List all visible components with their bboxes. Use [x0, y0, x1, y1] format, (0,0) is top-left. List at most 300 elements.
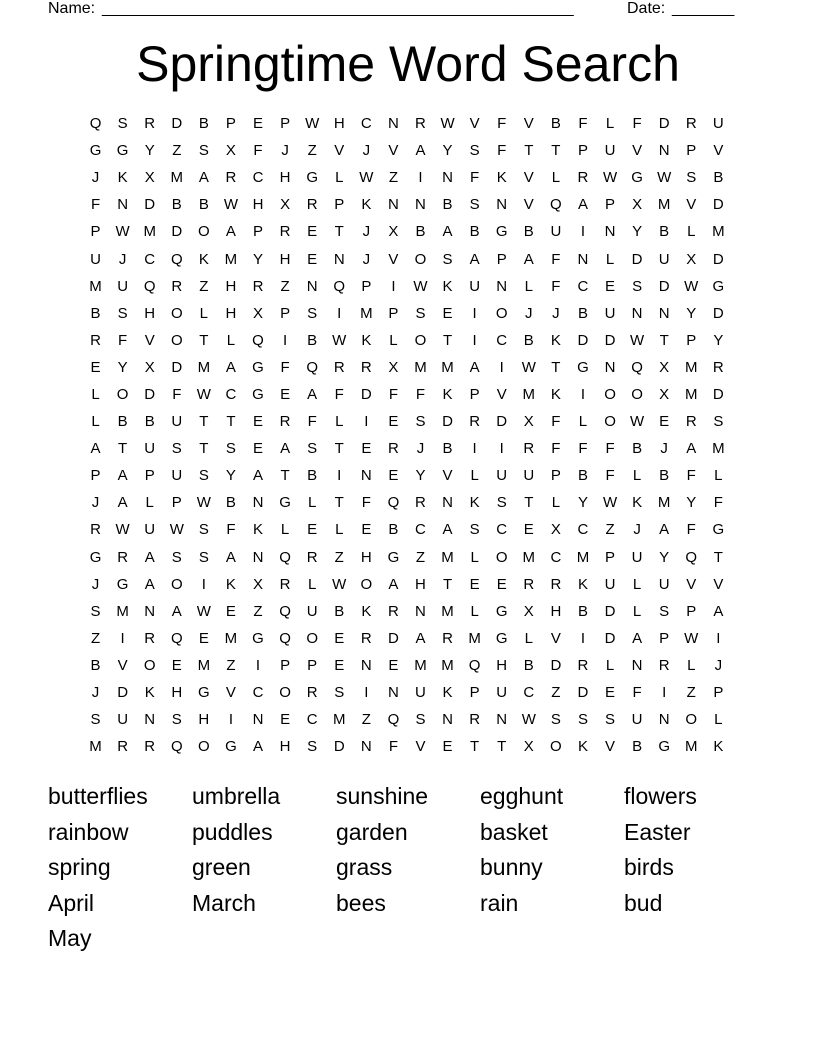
grid-cell[interactable]: L	[335, 413, 344, 431]
grid-cell[interactable]: P	[361, 277, 372, 295]
grid-cell[interactable]: A	[388, 575, 399, 593]
grid-cell[interactable]: G	[387, 548, 400, 566]
grid-cell[interactable]: D	[712, 304, 724, 322]
grid-cell[interactable]: E	[171, 656, 182, 674]
grid-cell[interactable]: A	[117, 494, 128, 512]
grid-cell[interactable]: W	[305, 115, 320, 133]
grid-cell[interactable]: E	[225, 602, 236, 620]
grid-cell[interactable]: A	[415, 629, 426, 647]
grid-cell[interactable]: K	[469, 494, 480, 512]
grid-cell[interactable]: L	[687, 223, 696, 241]
grid-cell[interactable]: T	[199, 413, 209, 431]
grid-cell[interactable]: C	[577, 277, 589, 295]
grid-cell[interactable]: V	[713, 575, 724, 593]
grid-cell[interactable]: T	[442, 575, 453, 593]
grid-cell[interactable]: W	[602, 169, 618, 187]
grid-cell[interactable]: X	[523, 602, 534, 620]
grid-cell[interactable]: W	[223, 196, 239, 214]
grid-cell[interactable]: V	[713, 142, 724, 160]
grid-cell[interactable]: R	[90, 521, 101, 539]
grid-cell[interactable]: J	[633, 521, 641, 539]
grid-cell[interactable]: M	[657, 494, 671, 512]
grid-cell[interactable]: Y	[117, 358, 128, 376]
grid-cell[interactable]: P	[686, 602, 697, 620]
grid-cell[interactable]: S	[605, 711, 616, 729]
grid-cell[interactable]: S	[469, 142, 480, 160]
grid-cell[interactable]: U	[604, 575, 616, 593]
grid-cell[interactable]: N	[387, 684, 399, 702]
grid-cell[interactable]: G	[252, 358, 264, 376]
grid-cell[interactable]: M	[170, 169, 184, 187]
grid-cell[interactable]: V	[388, 250, 399, 268]
grid-cell[interactable]: I	[364, 684, 369, 702]
grid-cell[interactable]: P	[659, 629, 670, 647]
grid-cell[interactable]: P	[605, 548, 616, 566]
grid-cell[interactable]: S	[686, 169, 697, 187]
grid-cell[interactable]: W	[630, 413, 645, 431]
grid-cell[interactable]: L	[524, 277, 533, 295]
grid-cell[interactable]: F	[632, 684, 642, 702]
grid-cell[interactable]: D	[658, 277, 670, 295]
grid-cell[interactable]: N	[144, 602, 156, 620]
grid-cell[interactable]: R	[415, 115, 426, 133]
grid-cell[interactable]: A	[415, 142, 426, 160]
grid-cell[interactable]: H	[171, 684, 183, 702]
grid-cell[interactable]: W	[115, 223, 130, 241]
grid-cell[interactable]: O	[604, 385, 616, 403]
grid-cell[interactable]: D	[360, 385, 372, 403]
grid-cell[interactable]: P	[225, 115, 236, 133]
grid-cell[interactable]: O	[414, 331, 427, 349]
grid-cell[interactable]: U	[631, 548, 643, 566]
grid-cell[interactable]: A	[225, 223, 236, 241]
grid-cell[interactable]: N	[360, 738, 372, 756]
grid-cell[interactable]: L	[605, 115, 615, 133]
grid-cell[interactable]: B	[577, 304, 588, 322]
grid-cell[interactable]: G	[89, 142, 102, 160]
grid-cell[interactable]: N	[604, 223, 616, 241]
grid-cell[interactable]: K	[713, 738, 724, 756]
grid-cell[interactable]: R	[712, 358, 724, 376]
grid-cell[interactable]: I	[337, 467, 342, 485]
grid-cell[interactable]: D	[171, 115, 183, 133]
grid-cell[interactable]: M	[685, 358, 698, 376]
grid-cell[interactable]: S	[415, 413, 426, 431]
grid-cell[interactable]: L	[714, 467, 723, 485]
grid-cell[interactable]: B	[469, 223, 480, 241]
grid-cell[interactable]: B	[577, 602, 588, 620]
grid-cell[interactable]: I	[255, 656, 261, 674]
grid-cell[interactable]: F	[686, 521, 696, 539]
grid-cell[interactable]: N	[252, 548, 264, 566]
grid-cell[interactable]: S	[334, 684, 345, 702]
grid-cell[interactable]: I	[662, 684, 667, 702]
grid-cell[interactable]: T	[524, 494, 534, 512]
grid-cell[interactable]: F	[497, 142, 507, 160]
grid-cell[interactable]: A	[253, 738, 264, 756]
grid-cell[interactable]: M	[441, 548, 454, 566]
grid-cell[interactable]: U	[144, 440, 156, 458]
grid-cell[interactable]: G	[631, 169, 643, 187]
grid-cell[interactable]: E	[253, 440, 264, 458]
grid-cell[interactable]: Q	[170, 250, 183, 268]
grid-cell[interactable]: J	[362, 142, 371, 160]
grid-cell[interactable]: E	[307, 223, 318, 241]
grid-cell[interactable]: A	[659, 521, 670, 539]
grid-cell[interactable]: R	[252, 277, 264, 295]
grid-cell[interactable]: R	[415, 494, 426, 512]
grid-cell[interactable]: Y	[442, 142, 453, 160]
grid-cell[interactable]: B	[442, 196, 453, 214]
grid-cell[interactable]: I	[120, 629, 125, 647]
grid-cell[interactable]: Y	[253, 250, 264, 268]
grid-cell[interactable]: T	[334, 494, 344, 512]
grid-cell[interactable]: A	[686, 440, 697, 458]
grid-cell[interactable]: J	[416, 440, 425, 458]
grid-cell[interactable]: H	[279, 250, 291, 268]
grid-cell[interactable]: M	[197, 358, 211, 376]
grid-cell[interactable]: D	[550, 656, 562, 674]
grid-cell[interactable]: E	[307, 250, 318, 268]
grid-cell[interactable]: M	[197, 656, 211, 674]
grid-cell[interactable]: L	[199, 304, 209, 322]
grid-cell[interactable]: K	[577, 575, 588, 593]
grid-cell[interactable]: T	[199, 440, 209, 458]
grid-cell[interactable]: U	[496, 684, 508, 702]
grid-cell[interactable]: O	[170, 575, 183, 593]
grid-cell[interactable]: V	[523, 115, 534, 133]
grid-cell[interactable]: F	[172, 385, 182, 403]
grid-cell[interactable]: U	[171, 413, 183, 431]
grid-cell[interactable]: J	[362, 250, 371, 268]
grid-cell[interactable]: M	[414, 358, 427, 376]
grid-cell[interactable]: S	[632, 277, 643, 295]
grid-cell[interactable]: E	[334, 656, 345, 674]
grid-cell[interactable]: F	[307, 413, 317, 431]
grid-cell[interactable]: R	[144, 629, 156, 647]
grid-cell[interactable]: M	[360, 304, 373, 322]
grid-cell[interactable]: O	[550, 738, 562, 756]
grid-cell[interactable]: B	[171, 196, 182, 214]
grid-cell[interactable]: D	[144, 196, 156, 214]
grid-cell[interactable]: D	[658, 115, 670, 133]
grid-cell[interactable]: R	[685, 115, 697, 133]
grid-cell[interactable]: N	[577, 250, 589, 268]
grid-cell[interactable]: F	[388, 738, 398, 756]
grid-cell[interactable]: Q	[631, 358, 643, 376]
grid-cell[interactable]: G	[225, 738, 237, 756]
grid-cell[interactable]: F	[551, 413, 561, 431]
grid-cell[interactable]: X	[523, 738, 534, 756]
grid-cell[interactable]: H	[360, 548, 372, 566]
grid-cell[interactable]: H	[415, 575, 426, 593]
grid-cell[interactable]: E	[334, 629, 345, 647]
grid-cell[interactable]: A	[171, 602, 182, 620]
grid-cell[interactable]: K	[550, 385, 561, 403]
grid-cell[interactable]: W	[440, 115, 455, 133]
grid-cell[interactable]: E	[605, 684, 616, 702]
grid-cell[interactable]: B	[523, 331, 534, 349]
grid-cell[interactable]: U	[144, 521, 156, 539]
grid-cell[interactable]: O	[414, 250, 427, 268]
grid-cell[interactable]: N	[496, 196, 508, 214]
grid-cell[interactable]: D	[171, 223, 183, 241]
grid-cell[interactable]: S	[198, 142, 209, 160]
grid-cell[interactable]: P	[496, 250, 507, 268]
grid-cell[interactable]: R	[360, 358, 372, 376]
grid-cell[interactable]: F	[605, 440, 615, 458]
grid-cell[interactable]: L	[687, 656, 696, 674]
grid-cell[interactable]: G	[306, 169, 318, 187]
grid-cell[interactable]: D	[117, 684, 129, 702]
grid-cell[interactable]: I	[580, 223, 586, 241]
grid-cell[interactable]: K	[577, 738, 588, 756]
grid-cell[interactable]: R	[550, 575, 562, 593]
grid-cell[interactable]: U	[469, 277, 481, 295]
grid-cell[interactable]: K	[361, 331, 372, 349]
grid-cell[interactable]: P	[686, 331, 697, 349]
grid-cell[interactable]: Q	[89, 115, 102, 133]
grid-cell[interactable]: B	[144, 413, 155, 431]
grid-cell[interactable]: Y	[686, 304, 697, 322]
grid-cell[interactable]: H	[279, 169, 291, 187]
grid-cell[interactable]: J	[91, 169, 100, 187]
grid-cell[interactable]: F	[551, 250, 561, 268]
grid-cell[interactable]: R	[225, 169, 237, 187]
grid-cell[interactable]: X	[388, 358, 399, 376]
grid-cell[interactable]: K	[253, 521, 264, 539]
grid-cell[interactable]: R	[90, 331, 101, 349]
grid-cell[interactable]: L	[307, 575, 317, 593]
grid-cell[interactable]: S	[415, 304, 426, 322]
grid-cell[interactable]: E	[253, 413, 264, 431]
grid-cell[interactable]: B	[307, 331, 318, 349]
grid-cell[interactable]: D	[144, 385, 156, 403]
grid-cell[interactable]: P	[550, 467, 561, 485]
grid-cell[interactable]: H	[550, 602, 562, 620]
grid-cell[interactable]: V	[496, 385, 507, 403]
grid-cell[interactable]: Z	[605, 521, 615, 539]
grid-cell[interactable]: K	[442, 277, 453, 295]
grid-cell[interactable]: S	[469, 196, 480, 214]
grid-cell[interactable]: K	[442, 385, 453, 403]
grid-cell[interactable]: G	[116, 575, 129, 593]
grid-cell[interactable]: M	[143, 223, 156, 241]
grid-cell[interactable]: V	[686, 575, 697, 593]
grid-cell[interactable]: E	[442, 304, 453, 322]
grid-cell[interactable]: I	[472, 331, 477, 349]
grid-cell[interactable]: W	[684, 277, 699, 295]
grid-cell[interactable]: O	[631, 385, 643, 403]
grid-cell[interactable]: D	[712, 385, 724, 403]
grid-cell[interactable]: S	[307, 738, 318, 756]
grid-cell[interactable]: U	[658, 250, 670, 268]
grid-cell[interactable]: B	[225, 494, 236, 512]
grid-cell[interactable]: A	[577, 196, 588, 214]
grid-cell[interactable]: C	[252, 169, 264, 187]
grid-cell[interactable]: D	[577, 684, 589, 702]
grid-cell[interactable]: B	[415, 223, 426, 241]
grid-cell[interactable]: A	[469, 358, 480, 376]
grid-cell[interactable]: I	[418, 169, 423, 187]
grid-cell[interactable]: E	[253, 115, 264, 133]
grid-cell[interactable]: H	[252, 196, 264, 214]
grid-cell[interactable]: U	[171, 467, 183, 485]
grid-cell[interactable]: H	[198, 711, 210, 729]
grid-cell[interactable]: S	[171, 711, 182, 729]
grid-cell[interactable]: R	[117, 738, 129, 756]
grid-cell[interactable]: U	[306, 602, 318, 620]
grid-cell[interactable]: T	[659, 331, 669, 349]
grid-cell[interactable]: A	[253, 467, 264, 485]
grid-cell[interactable]: V	[442, 467, 453, 485]
grid-cell[interactable]: Z	[172, 142, 182, 160]
grid-cell[interactable]: L	[470, 548, 479, 566]
grid-cell[interactable]: P	[280, 115, 291, 133]
grid-cell[interactable]: B	[550, 115, 561, 133]
grid-cell[interactable]: I	[283, 331, 288, 349]
grid-cell[interactable]: D	[604, 331, 616, 349]
grid-cell[interactable]: X	[632, 196, 643, 214]
grid-cell[interactable]: A	[442, 223, 453, 241]
grid-cell[interactable]: S	[225, 440, 236, 458]
grid-cell[interactable]: T	[524, 142, 534, 160]
grid-cell[interactable]: P	[577, 142, 588, 160]
grid-cell[interactable]: M	[224, 629, 238, 647]
grid-cell[interactable]: N	[604, 358, 616, 376]
grid-cell[interactable]: N	[360, 467, 372, 485]
grid-cell[interactable]: P	[469, 684, 480, 702]
grid-cell[interactable]: J	[281, 142, 289, 160]
grid-cell[interactable]: D	[604, 602, 616, 620]
grid-cell[interactable]: R	[577, 169, 589, 187]
grid-cell[interactable]: A	[632, 629, 643, 647]
grid-cell[interactable]: Q	[279, 629, 291, 647]
grid-cell[interactable]: X	[523, 413, 534, 431]
grid-cell[interactable]: B	[632, 440, 643, 458]
grid-cell[interactable]: F	[90, 196, 101, 214]
grid-cell[interactable]: P	[307, 656, 318, 674]
grid-cell[interactable]: L	[470, 602, 479, 620]
grid-cell[interactable]: R	[279, 223, 291, 241]
grid-cell[interactable]: P	[388, 304, 399, 322]
grid-cell[interactable]: V	[605, 738, 616, 756]
grid-cell[interactable]: Q	[550, 196, 562, 214]
grid-cell[interactable]: Z	[90, 629, 101, 647]
grid-cell[interactable]: W	[521, 358, 536, 376]
grid-cell[interactable]: M	[89, 277, 102, 295]
grid-cell[interactable]: P	[90, 223, 101, 241]
grid-cell[interactable]: F	[551, 277, 561, 295]
grid-cell[interactable]: S	[171, 548, 182, 566]
grid-cell[interactable]: A	[469, 250, 480, 268]
grid-cell[interactable]: H	[144, 304, 156, 322]
grid-cell[interactable]: S	[90, 602, 101, 620]
grid-cell[interactable]: L	[551, 169, 561, 187]
grid-cell[interactable]: W	[630, 331, 645, 349]
grid-cell[interactable]: L	[307, 494, 317, 512]
grid-cell[interactable]: G	[89, 548, 102, 566]
grid-cell[interactable]: K	[550, 331, 561, 349]
grid-cell[interactable]: L	[632, 602, 642, 620]
grid-cell[interactable]: G	[658, 738, 671, 756]
grid-cell[interactable]: B	[659, 223, 670, 241]
grid-cell[interactable]: Q	[170, 738, 183, 756]
grid-cell[interactable]: L	[551, 494, 561, 512]
grid-cell[interactable]: N	[658, 142, 670, 160]
grid-cell[interactable]: O	[279, 684, 291, 702]
grid-cell[interactable]: L	[335, 521, 344, 539]
grid-cell[interactable]: T	[226, 413, 236, 431]
grid-cell[interactable]: M	[522, 385, 536, 403]
grid-cell[interactable]: B	[577, 467, 588, 485]
grid-cell[interactable]: B	[523, 223, 534, 241]
grid-cell[interactable]: S	[469, 521, 480, 539]
grid-cell[interactable]: I	[716, 629, 721, 647]
grid-cell[interactable]: J	[714, 656, 723, 674]
grid-cell[interactable]: R	[279, 413, 291, 431]
grid-cell[interactable]: H	[333, 115, 345, 133]
grid-cell[interactable]: U	[658, 575, 670, 593]
grid-cell[interactable]: C	[496, 331, 508, 349]
grid-cell[interactable]: W	[196, 494, 211, 512]
grid-cell[interactable]: O	[306, 629, 318, 647]
grid-cell[interactable]: M	[224, 250, 238, 268]
grid-cell[interactable]: L	[714, 711, 723, 729]
grid-cell[interactable]: K	[144, 684, 155, 702]
grid-cell[interactable]: V	[144, 331, 155, 349]
grid-cell[interactable]: U	[604, 304, 616, 322]
grid-cell[interactable]: V	[523, 169, 534, 187]
grid-cell[interactable]: A	[280, 440, 291, 458]
grid-cell[interactable]: S	[577, 711, 588, 729]
grid-cell[interactable]: O	[198, 223, 210, 241]
grid-cell[interactable]: M	[522, 548, 536, 566]
grid-cell[interactable]: R	[685, 413, 697, 431]
grid-cell[interactable]: Q	[279, 602, 291, 620]
grid-cell[interactable]: H	[225, 277, 237, 295]
grid-cell[interactable]: M	[116, 602, 129, 620]
grid-cell[interactable]: M	[468, 629, 481, 647]
grid-cell[interactable]: T	[118, 440, 128, 458]
grid-cell[interactable]: W	[359, 169, 374, 187]
grid-cell[interactable]: G	[279, 494, 291, 512]
grid-cell[interactable]: R	[306, 548, 318, 566]
grid-cell[interactable]: K	[117, 169, 128, 187]
grid-cell[interactable]: V	[632, 142, 643, 160]
grid-cell[interactable]: Y	[144, 142, 155, 160]
grid-cell[interactable]: K	[225, 575, 236, 593]
grid-cell[interactable]: I	[499, 358, 504, 376]
grid-cell[interactable]: D	[442, 413, 453, 431]
grid-cell[interactable]: S	[307, 440, 318, 458]
grid-cell[interactable]: Y	[225, 467, 236, 485]
grid-cell[interactable]: X	[659, 358, 670, 376]
grid-cell[interactable]: G	[495, 629, 508, 647]
grid-cell[interactable]: E	[90, 358, 101, 376]
grid-cell[interactable]: M	[657, 196, 671, 214]
grid-cell[interactable]: C	[523, 684, 535, 702]
grid-cell[interactable]: S	[198, 548, 209, 566]
grid-cell[interactable]: P	[280, 656, 291, 674]
grid-cell[interactable]: N	[442, 169, 453, 187]
grid-cell[interactable]: F	[497, 115, 507, 133]
grid-cell[interactable]: F	[118, 331, 128, 349]
grid-cell[interactable]: Z	[280, 277, 290, 295]
grid-cell[interactable]: L	[145, 494, 154, 512]
grid-cell[interactable]: O	[170, 331, 183, 349]
grid-cell[interactable]: W	[196, 602, 211, 620]
